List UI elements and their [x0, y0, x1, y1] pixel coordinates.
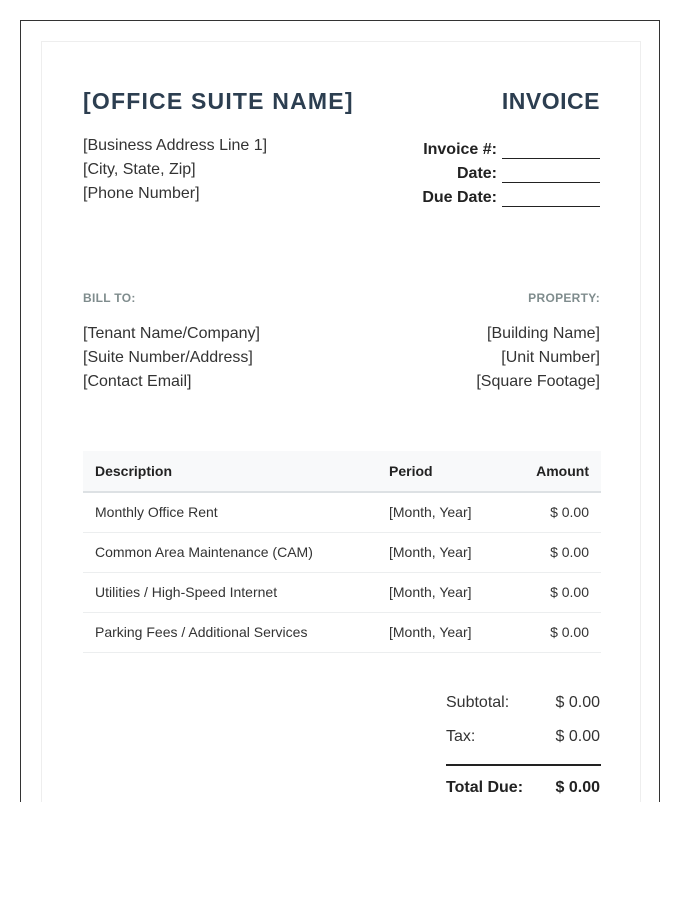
date-field[interactable] — [457, 165, 600, 183]
row-period: [Month, Year] — [389, 544, 472, 560]
table-row — [83, 532, 601, 572]
line-items-table — [83, 451, 601, 653]
row-description: Common Area Maintenance (CAM) — [95, 544, 313, 560]
tax-value: $ 0.00 — [555, 728, 600, 745]
address-line-3: [Phone Number] — [83, 185, 200, 202]
invoice-title: INVOICE — [501, 88, 600, 114]
row-description: Utilities / High-Speed Internet — [95, 584, 278, 600]
suite-number: [Suite Number/Address] — [83, 349, 253, 366]
table-header-row — [83, 451, 601, 492]
table-row — [83, 612, 601, 652]
row-amount: $ 0.00 — [550, 544, 589, 560]
date-label: Date: — [456, 165, 497, 182]
tax-label: Tax: — [446, 728, 476, 745]
building-name: [Building Name] — [487, 325, 600, 342]
row-period: [Month, Year] — [389, 624, 472, 640]
table-row — [83, 492, 601, 532]
row-period: [Month, Year] — [389, 584, 472, 600]
date-blank[interactable] — [502, 168, 600, 183]
invoice-sheet — [41, 41, 641, 802]
due-date-label: Due Date: — [422, 189, 497, 206]
invoice-number-blank[interactable] — [502, 144, 600, 159]
office-name: [OFFICE SUITE NAME] — [83, 88, 354, 114]
tenant-name: [Tenant Name/Company] — [83, 325, 260, 342]
due-date-field[interactable] — [422, 189, 600, 207]
page-frame — [20, 20, 660, 802]
row-description: Monthly Office Rent — [95, 504, 218, 521]
row-amount: $ 0.00 — [550, 584, 589, 600]
header-period: Period — [389, 463, 433, 479]
row-amount: $ 0.00 — [550, 504, 589, 521]
unit-number: [Unit Number] — [501, 349, 600, 366]
subtotal-label: Subtotal: — [446, 694, 510, 711]
square-footage: [Square Footage] — [476, 373, 600, 390]
total-divider — [446, 764, 601, 766]
property-label: PROPERTY: — [528, 291, 600, 305]
invoice-number-field[interactable] — [423, 141, 600, 159]
total-due-value: $ 0.00 — [555, 779, 600, 796]
invoice-number-label: Invoice #: — [423, 141, 497, 158]
header-amount: Amount — [536, 463, 589, 479]
total-due-label: Total Due: — [446, 779, 524, 796]
bill-to-label: BILL TO: — [83, 291, 136, 305]
table-row — [83, 572, 601, 612]
contact-email: [Contact Email] — [83, 373, 192, 390]
row-period: [Month, Year] — [389, 504, 472, 521]
due-date-blank[interactable] — [502, 192, 600, 207]
address-line-2: [City, State, Zip] — [83, 161, 196, 178]
address-line-1: [Business Address Line 1] — [83, 137, 268, 154]
subtotal-value: $ 0.00 — [555, 694, 600, 711]
header-description: Description — [95, 463, 173, 479]
row-description: Parking Fees / Additional Services — [95, 624, 308, 640]
row-amount: $ 0.00 — [550, 624, 589, 640]
